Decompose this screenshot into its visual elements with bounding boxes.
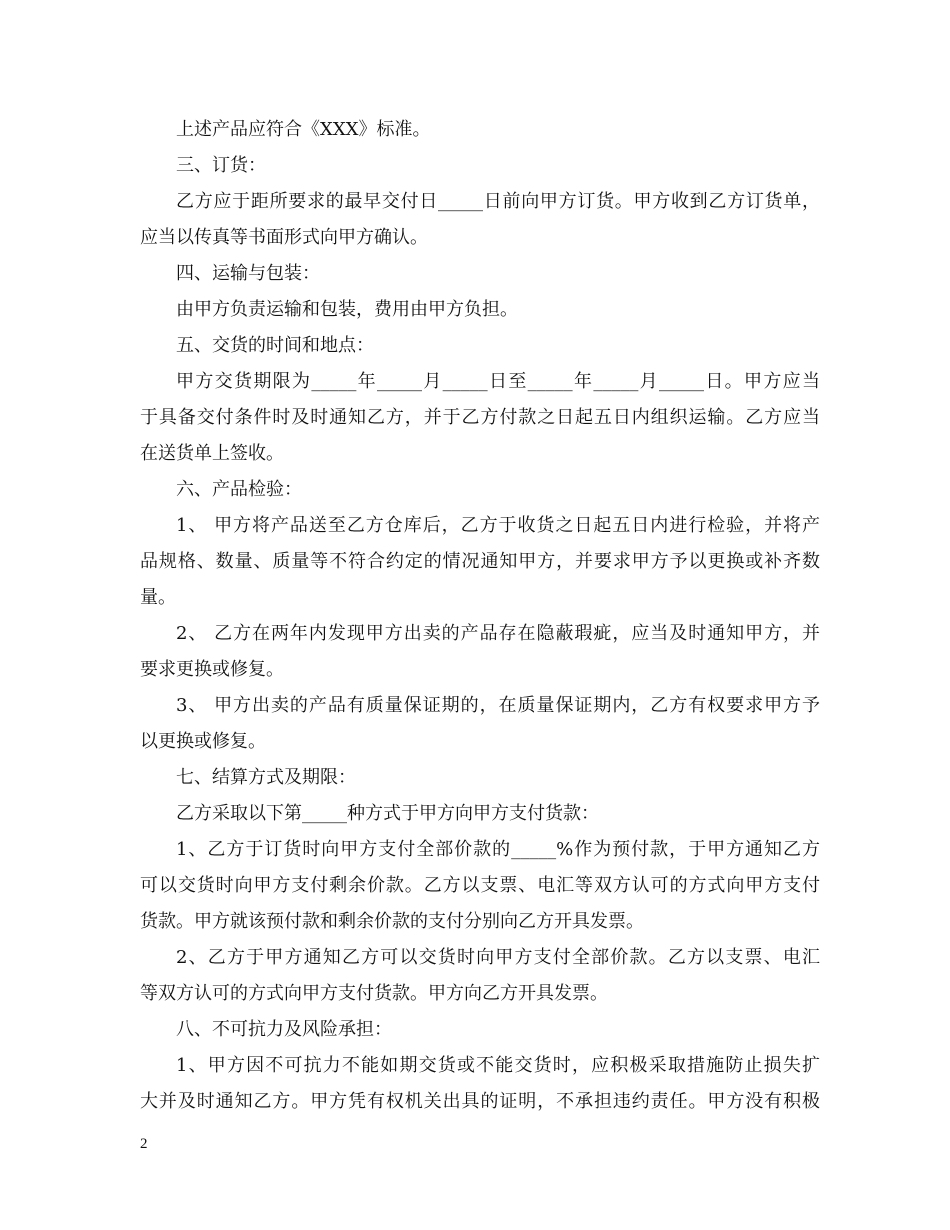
- text-line: 于具备交付条件时及时通知乙方，并于乙方付款之日起五日内组织运输。乙方应当: [140, 407, 820, 428]
- text-line: 大并及时通知乙方。甲方凭有权机关出具的证明，不承担违约责任。甲方没有积极: [140, 1091, 820, 1112]
- text-line: 在送货单上签收。: [140, 443, 284, 464]
- text-line: 乙方应于距所要求的最早交付日_____日前向甲方订货。甲方收到乙方订货单，: [176, 191, 820, 212]
- text-line: 2、乙方于甲方通知乙方可以交货时向甲方支付全部价款。乙方以支票、电汇: [176, 947, 820, 968]
- text-line: 1、甲方因不可抗力不能如期交货或不能交货时，应积极采取措施防止损失扩: [176, 1055, 820, 1076]
- text-line: 以更换或修复。: [140, 731, 266, 752]
- text-line: 六、产品检验：: [176, 479, 302, 500]
- text-line: 量。: [140, 587, 176, 608]
- text-line: 货款。甲方就该预付款和剩余价款的支付分别向乙方开具发票。: [140, 911, 644, 932]
- text-line: 要求更换或修复。: [140, 659, 284, 680]
- text-line: 3、 甲方出卖的产品有质量保证期的，在质量保证期内，乙方有权要求甲方予: [176, 695, 820, 716]
- text-line: 由甲方负责运输和包装，费用由甲方负担。: [176, 299, 518, 320]
- text-line: 三、订货：: [176, 155, 266, 176]
- text-line: 上述产品应符合《XXX》标准。: [176, 119, 431, 140]
- text-line: 乙方采取以下第_____种方式于甲方向甲方支付货款：: [176, 803, 599, 824]
- document-body: [140, 112, 820, 1120]
- text-line: 八、不可抗力及风险承担：: [176, 1019, 392, 1040]
- text-line: 品规格、数量、质量等不符合约定的情况通知甲方，并要求甲方予以更换或补齐数: [140, 551, 820, 572]
- text-line: 四、运输与包装：: [176, 263, 320, 284]
- text-line: 五、交货的时间和地点：: [176, 335, 374, 356]
- text-line: 七、结算方式及期限：: [176, 767, 356, 788]
- text-line: 可以交货时向甲方支付剩余价款。乙方以支票、电汇等双方认可的方式向甲方支付: [140, 875, 820, 896]
- text-line: 甲方交货期限为_____年_____月_____日至_____年_____月_____日。甲方应当: [176, 371, 820, 392]
- text-line: 2、 乙方在两年内发现甲方出卖的产品存在隐蔽瑕疵，应当及时通知甲方，并: [176, 623, 820, 644]
- page-number: 2: [140, 1136, 148, 1152]
- text-line: 等双方认可的方式向甲方支付货款。甲方向乙方开具发票。: [140, 983, 608, 1004]
- text-line: 应当以传真等书面形式向甲方确认。: [140, 227, 428, 248]
- text-line: 1、乙方于订货时向甲方支付全部价款的_____%作为预付款，于甲方通知乙方: [176, 839, 820, 860]
- text-line: 1、 甲方将产品送至乙方仓库后，乙方于收货之日起五日内进行检验，并将产: [176, 515, 820, 536]
